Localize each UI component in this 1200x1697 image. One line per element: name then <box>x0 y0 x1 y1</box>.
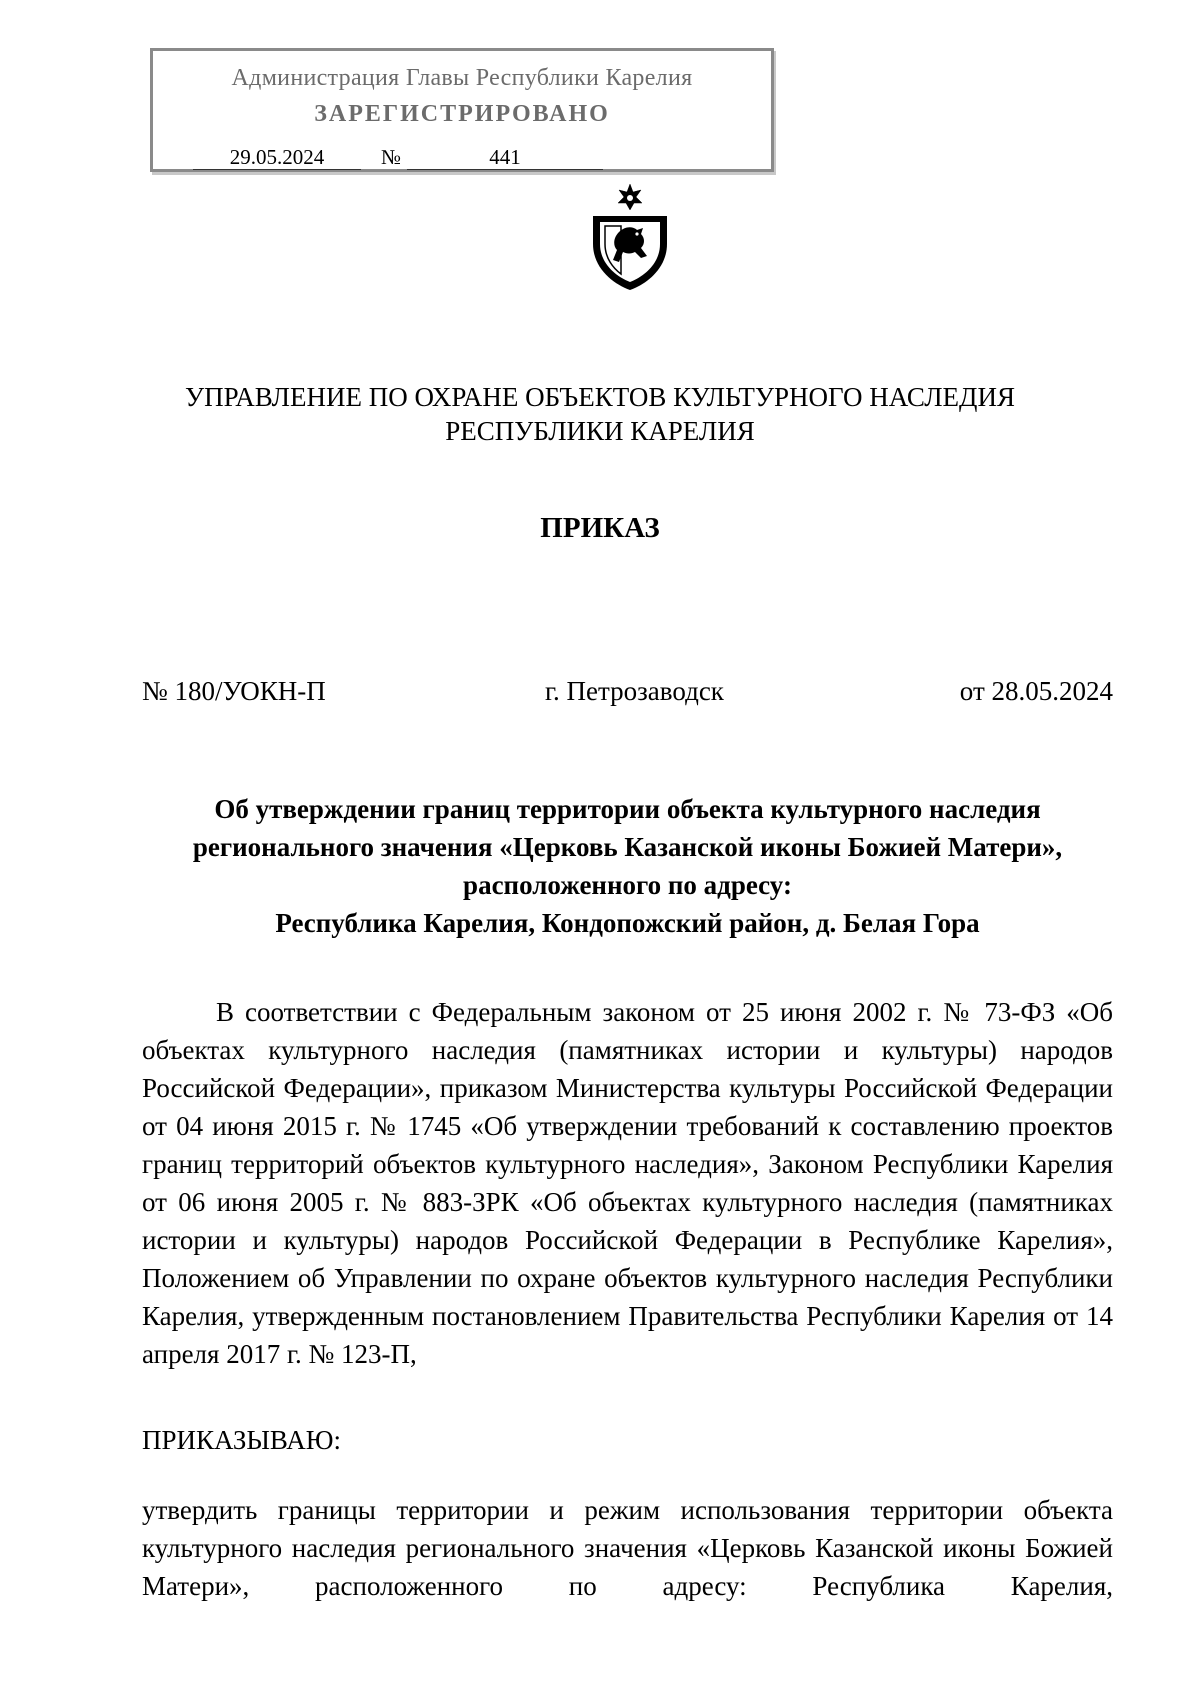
registration-stamp <box>150 48 774 172</box>
order-date: от 28.05.2024 <box>959 676 1113 706</box>
document-type-title: ПРИКАЗ <box>540 512 660 544</box>
order-city: г. Петрозаводск <box>545 676 724 706</box>
subject-line: Республика Карелия, Кондопожский район, д. Белая Гора <box>275 908 980 938</box>
order-subject <box>142 790 1113 942</box>
order-number: № 180/УОКН-П <box>142 676 326 706</box>
stamp-number: 441 <box>407 145 603 170</box>
agency-name <box>0 380 1200 448</box>
preamble-paragraph: В соответствии с Федеральным законом от 25 июня 2002 г. № 73-ФЗ «Об объектах культурного наследия (памятниках истории и культуры) народов Российской Федерации», приказом Министерства культуры Российской Федерации от 04 июня 2015 г. № 1745 «Об утверждении требований к составлению проектов границ территорий объектов культурного наследия», Законом Республики Карелия от 06 июня 2005 г. № 883-ЗРК «Об объектах культурного наследия (памятниках истории и культуры) народов Российской Федерации в Республике Карелия», Положением об Управлении по охране объектов культурного наследия Республики Карелия, утвержденным постановлением Правительства Республики Карелия от 14 апреля 2017 г. № 123-П, <box>142 997 1113 1369</box>
agency-name-line-2: РЕСПУБЛИКИ КАРЕЛИЯ <box>445 416 755 446</box>
decision-paragraph: утвердить границы территории и режим использования территории объекта культурного наследия регионального значения «Церковь Казанской иконы Божией Матери», расположенного по адресу: Республика Карелия, <box>142 1495 1113 1601</box>
subject-line: расположенного по адресу: <box>463 870 792 900</box>
coat-of-arms-karelia-icon <box>585 182 675 292</box>
stamp-number-sign: № <box>381 145 402 169</box>
stamp-organization: Администрация Главы Республики Карелия <box>231 65 693 91</box>
stamp-status: ЗАРЕГИСТРИРОВАНО <box>314 101 610 127</box>
subject-line: регионального значения «Церковь Казанской иконы Божией Матери», <box>192 832 1063 862</box>
agency-name-line-1: УПРАВЛЕНИЕ ПО ОХРАНЕ ОБЪЕКТОВ КУЛЬТУРНОГО НАСЛЕДИЯ <box>185 382 1015 412</box>
subject-line: Об утверждении границ территории объекта культурного наследия <box>214 794 1041 824</box>
order-keyword: ПРИКАЗЫВАЮ: <box>142 1425 341 1455</box>
stamp-date: 29.05.2024 <box>193 145 361 170</box>
